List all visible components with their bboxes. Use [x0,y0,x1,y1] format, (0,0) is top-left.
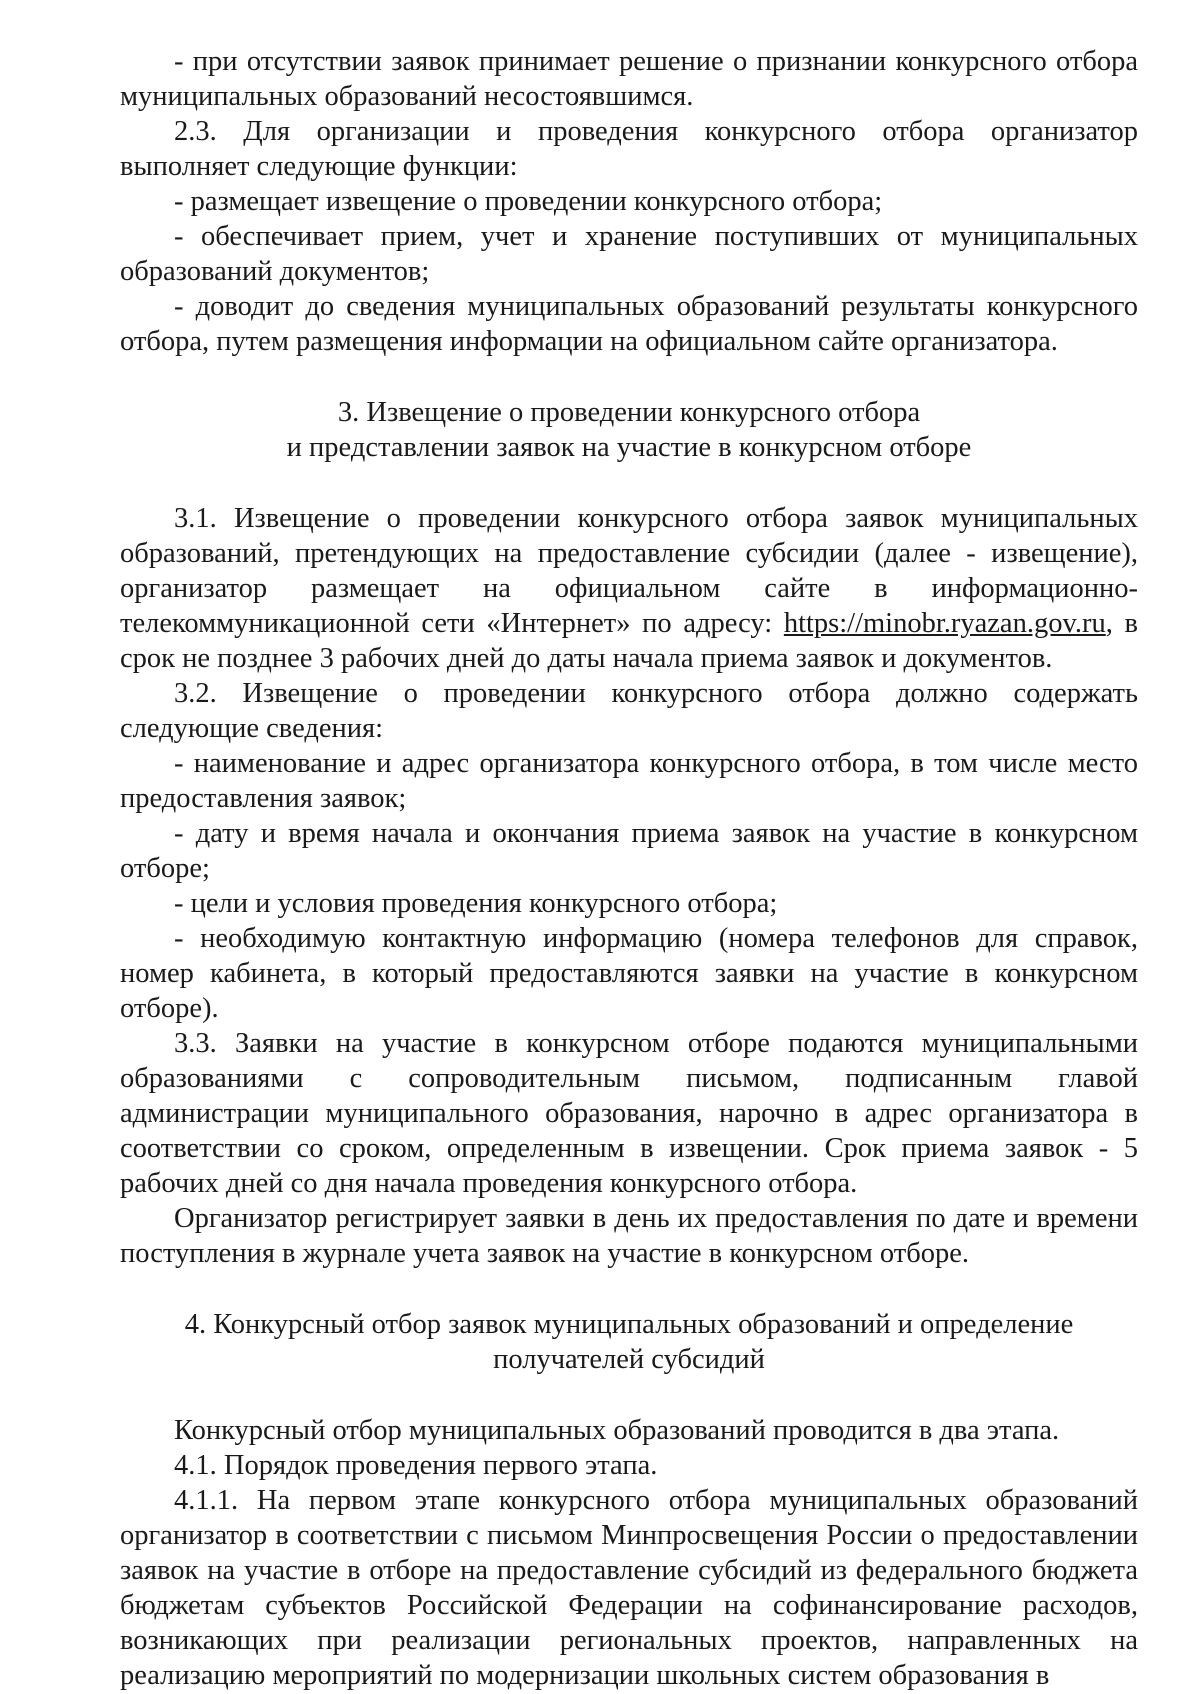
paragraph: 3.3. Заявки на участие в конкурсном отборе подаются муниципальными образованиями с сопроводительным письмом, подписанным главой администрации муниципального образования, нарочно в адрес организатора в соответствии со сроком, определенным в извещении. Срок приема заявок - 5 рабочих дней со дня начала проведения конкурсного отбора. [120,1028,1138,1199]
paragraph-text: 3.1. Извещение о проведении конкурсного отбора заявок муниципальных образований, претендующих на предоставление субсидии (далее - извещение), организатор размещает на официальном сайте в информационно-телекоммуникационной сети «Интернет» по адресу: [120,503,1138,639]
paragraph: - цели и условия проведения конкурсного отбора; [174,888,778,919]
paragraph: Организатор регистрирует заявки в день их предоставления по дате и времени поступления в журнале учета заявок на участие в конкурсном отборе. [120,1203,1138,1269]
spacer [120,359,1138,395]
spacer [120,465,1138,501]
paragraph: - необходимую контактную информацию (номера телефонов для справок, номер кабинета, в который предоставляются заявки на участие в конкурсном отборе). [120,923,1138,1024]
paragraph: 2.3. Для организации и проведения конкурсного отбора организатор выполняет следующие функции: [120,116,1138,182]
section-4-heading [120,1307,1138,1377]
paragraph: 3.2. Извещение о проведении конкурсного отбора должно содержать следующие сведения: [120,678,1138,744]
section-3-heading-line-2: и представлении заявок на участие в конкурсном отборе [286,432,972,463]
document-body [120,44,1138,1693]
paragraph: - дату и время начала и окончания приема заявок на участие в конкурсном отборе; [120,818,1138,884]
paragraph: Конкурсный отбор муниципальных образований проводится в два этапа. [174,1415,1060,1446]
paragraph: - при отсутствии заявок принимает решение о признании конкурсного отбора муниципальных образований несостоявшимся. [120,46,1138,112]
paragraph-text: , в срок не позднее 3 рабочих дней до даты начала приема заявок и документов. [120,608,1138,674]
section-4-heading-line-2: получателей субсидий [493,1344,765,1375]
paragraph: 4.1. Порядок проведения первого этапа. [174,1450,658,1481]
paragraph: 4.1.1. На первом этапе конкурсного отбора муниципальных образований организатор в соответствии с письмом Минпросвещения России о предоставлении заявок на участие в отборе на предоставление субсидий из федерального бюджета бюджетам субъектов Российской Федерации на софинансирование расходов, возникающих при реализации региональных проектов, направленных на реализацию мероприятий по модернизации школьных систем образования в [120,1485,1138,1691]
spacer [120,1271,1138,1307]
paragraph-3-1 [120,501,1138,676]
section-3-heading [120,395,1138,465]
paragraph: - обеспечивает прием, учет и хранение поступивших от муниципальных образований документов; [120,221,1138,287]
paragraph: - наименование и адрес организатора конкурсного отбора, в том числе место предоставления заявок; [120,748,1138,814]
spacer [120,1377,1138,1413]
paragraph: - размещает извещение о проведении конкурсного отбора; [174,186,883,217]
section-4-heading-line-1: 4. Конкурсный отбор заявок муниципальных образований и определение [184,1309,1074,1340]
website-link[interactable]: https://minobr.ryazan.gov.ru [783,608,1106,639]
paragraph: - доводит до сведения муниципальных образований результаты конкурсного отбора, путем размещения информации на официальном сайте организатора. [120,291,1138,357]
section-3-heading-line-1: 3. Извещение о проведении конкурсного отбора [337,397,921,428]
